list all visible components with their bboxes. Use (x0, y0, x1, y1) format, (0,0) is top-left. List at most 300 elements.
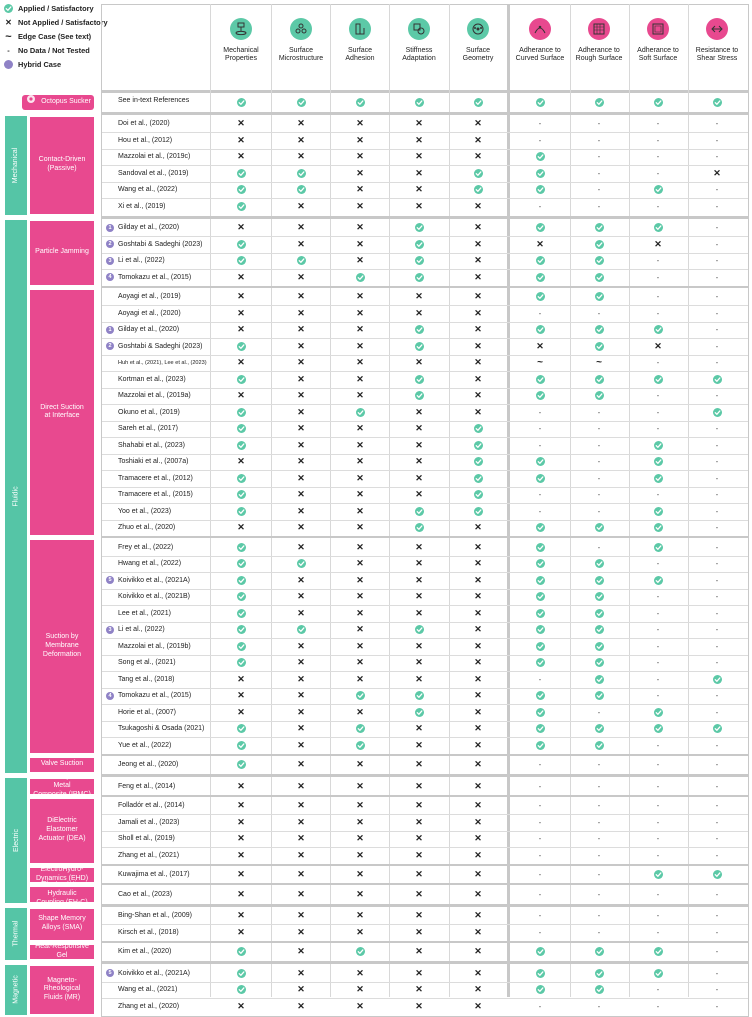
subcategory-valve-suction (30, 758, 94, 773)
cross-icon: ✕ (356, 574, 364, 585)
reference-text: Tomokazu et al., (2015) (118, 273, 192, 281)
cross-icon: ✕ (356, 967, 364, 978)
cross-icon: ✕ (297, 222, 305, 233)
cross-icon: ✕ (474, 200, 482, 211)
dash-icon: - (656, 658, 660, 668)
dash-icon: - (715, 575, 719, 585)
dash-icon: - (715, 424, 719, 434)
cross-icon: ✕ (415, 558, 423, 569)
cross-icon: ✕ (356, 255, 364, 266)
cross-icon: ✕ (297, 946, 305, 957)
octopus-label-text: Octopus Sucker (41, 97, 91, 105)
cross-icon: ✕ (415, 607, 423, 618)
cross-icon: ✕ (474, 591, 482, 602)
dash-icon: - (656, 358, 660, 368)
cross-icon: ✕ (474, 118, 482, 129)
cross-icon: ✕ (237, 324, 245, 335)
hybrid-badge: 4 (106, 692, 114, 700)
cross-icon: ✕ (297, 291, 305, 302)
cross-icon: ✕ (415, 574, 423, 585)
cross-icon: ✕ (415, 591, 423, 602)
legend-label: Not Applied / Satisfactory (18, 18, 108, 27)
cross-icon: ✕ (297, 888, 305, 899)
cross-icon: ✕ (356, 151, 364, 162)
dash-icon: - (538, 506, 542, 516)
reference-text: Koivikko et al., (2021A) (118, 576, 190, 584)
dash-icon: - (715, 707, 719, 717)
cross-icon: ✕ (474, 558, 482, 569)
subcategory-label: Magneto- Rheological Fluids (MR) (43, 976, 81, 1002)
cross-icon: ✕ (474, 324, 482, 335)
dash-icon: - (656, 760, 660, 770)
cross-icon: ✕ (415, 151, 423, 162)
dash-icon: - (538, 490, 542, 500)
surface-geometry-icon (467, 18, 489, 40)
subcategory-electrohydro- (30, 868, 94, 883)
dash-icon: - (715, 625, 719, 635)
hybrid-badge: 1 (106, 224, 114, 232)
subcategory-label: DiElectric Elastomer Actuator (DEA) (38, 817, 86, 842)
dash-icon: - (715, 341, 719, 351)
cross-icon: ✕ (297, 423, 305, 434)
cross-icon: ✕ (237, 456, 245, 467)
hybrid-badge: 2 (106, 342, 114, 350)
cross-icon: ✕ (474, 373, 482, 384)
cross-icon: ✕ (356, 780, 364, 791)
dash-icon: - (656, 817, 660, 827)
column-header-label: Surface Adhesion (345, 47, 375, 63)
dash-icon: - (715, 391, 719, 401)
cross-icon: ✕ (536, 238, 544, 249)
cross-icon: ✕ (297, 739, 305, 750)
dash-icon: - (656, 256, 660, 266)
cross-icon: ✕ (356, 833, 364, 844)
cross-icon: ✕ (415, 833, 423, 844)
cross-icon: ✕ (237, 869, 245, 880)
subcategory-ionic-polymer-metal (30, 773, 94, 798)
cross-icon: ✕ (474, 291, 482, 302)
cross-icon: ✕ (297, 849, 305, 860)
cross-icon: ✕ (474, 967, 482, 978)
dash-icon: - (656, 292, 660, 302)
cross-icon: ✕ (474, 946, 482, 957)
cross-icon: ✕ (237, 118, 245, 129)
cross-icon: ✕ (415, 357, 423, 368)
dash-icon: - (538, 889, 542, 899)
dash-icon: - (656, 308, 660, 318)
dash-icon: - (715, 947, 719, 957)
dash-icon: - (715, 272, 719, 282)
cross-icon: ✕ (356, 984, 364, 995)
cross-icon: ✕ (237, 800, 245, 811)
dash-icon: - (715, 927, 719, 937)
cross-icon: ✕ (297, 640, 305, 651)
dash-icon: - (715, 781, 719, 791)
cross-icon: ✕ (415, 869, 423, 880)
stiffness-adaptation-icon (408, 18, 430, 40)
dash-icon: - (656, 641, 660, 651)
cross-icon: ✕ (356, 222, 364, 233)
cross-icon: ✕ (237, 390, 245, 401)
category-magnetic (5, 965, 27, 1015)
reference-text: Tsukagoshi & Osada (2021) (118, 725, 205, 733)
dash-icon: - (715, 523, 719, 533)
dash-icon: - (597, 850, 601, 860)
cross-icon: ✕ (415, 291, 423, 302)
cross-icon: ✕ (536, 340, 544, 351)
cross-icon: ✕ (356, 134, 364, 145)
cross-icon: ✕ (415, 946, 423, 957)
cross-icon: ✕ (297, 489, 305, 500)
check-icon (4, 4, 13, 13)
cross-icon: ✕ (356, 607, 364, 618)
column-header-label: Resistance to Shear Stress (695, 47, 739, 63)
curved-surface-icon (529, 18, 551, 40)
reference-text: Toshiaki et al., (2007a) (118, 458, 189, 466)
reference-text: Zhuo et al., (2020) (118, 524, 176, 532)
cross-icon: ✕ (356, 423, 364, 434)
dash-icon: - (715, 325, 719, 335)
cross-icon: ✕ (5, 18, 12, 27)
dash-icon: - (715, 608, 719, 618)
reference-text: Gilday et al., (2020) (118, 326, 180, 334)
cross-icon: ✕ (474, 849, 482, 860)
reference-text: Sandoval et al., (2019) (118, 169, 189, 177)
dash-icon: - (715, 473, 719, 483)
subcategory-magneto- (30, 966, 94, 1014)
reference-text: Jamali et al., (2023) (118, 818, 180, 826)
dash-icon: - (656, 674, 660, 684)
subcategory-label: Heat-Responsive Gel (35, 943, 89, 959)
cross-icon: ✕ (415, 723, 423, 734)
subcategory-shape-memory (30, 909, 94, 940)
dash-icon: - (538, 781, 542, 791)
cross-icon: ✕ (415, 673, 423, 684)
reference-text: Wang et al., (2022) (118, 186, 178, 194)
cross-icon: ✕ (415, 780, 423, 791)
reference-text: Li et al., (2022) (118, 257, 165, 265)
cross-icon: ✕ (474, 406, 482, 417)
cross-icon: ✕ (356, 489, 364, 500)
dash-icon: - (656, 592, 660, 602)
dash-icon: - (597, 135, 601, 145)
reference-text: Tramacere et al., (2015) (118, 491, 193, 499)
reference-text: Sareh et al., (2017) (118, 425, 178, 433)
cross-icon: ✕ (356, 910, 364, 921)
column-header-label: Adherance to Rough Surface (575, 47, 623, 63)
cross-icon: ✕ (474, 574, 482, 585)
dash-icon: - (597, 424, 601, 434)
cross-icon: ✕ (297, 816, 305, 827)
dash-icon: - (656, 1001, 660, 1011)
hybrid-badge: 4 (106, 273, 114, 281)
dash-icon: - (656, 135, 660, 145)
cross-icon: ✕ (356, 167, 364, 178)
mechanical-properties-icon (230, 18, 252, 40)
cross-icon: ✕ (713, 167, 721, 178)
dash-icon: - (715, 119, 719, 129)
dash-icon: - (656, 850, 660, 860)
reference-text: Yue et al., (2022) (118, 741, 172, 749)
cross-icon: ✕ (356, 673, 364, 684)
reference-text: See in-text References (118, 97, 190, 105)
category-mechanical (5, 116, 27, 215)
soft-surface-icon (647, 18, 669, 40)
dash-icon: - (538, 850, 542, 860)
dash-icon: - (715, 358, 719, 368)
cross-icon: ✕ (474, 739, 482, 750)
cross-icon: ✕ (297, 869, 305, 880)
reference-text: Song et al., (2021) (118, 659, 176, 667)
cross-icon: ✕ (415, 1000, 423, 1011)
reference-text: Jeong et al., (2020) (118, 761, 179, 769)
cross-icon: ✕ (297, 373, 305, 384)
cross-icon: ✕ (474, 390, 482, 401)
cross-icon: ✕ (474, 624, 482, 635)
dash-icon: - (538, 119, 542, 129)
cross-icon: ✕ (474, 522, 482, 533)
dash-icon: - (656, 889, 660, 899)
cross-icon: ✕ (297, 324, 305, 335)
dash-icon: - (597, 927, 601, 937)
dash-icon: - (597, 870, 601, 880)
cross-icon: ✕ (474, 271, 482, 282)
reference-text: Sholl et al., (2019) (118, 835, 175, 843)
cross-icon: ✕ (415, 406, 423, 417)
cross-icon: ✕ (237, 291, 245, 302)
cross-icon: ✕ (356, 200, 364, 211)
reference-text: Okuno et al., (2019) (118, 408, 180, 416)
reference-text: Xi et al., (2019) (118, 202, 166, 210)
dash-icon: - (715, 760, 719, 770)
dash-icon: - (656, 201, 660, 211)
cross-icon: ✕ (474, 307, 482, 318)
column-header-4 (391, 18, 447, 64)
reference-text: Folladór et al., (2014) (118, 802, 185, 810)
dash-icon: - (597, 817, 601, 827)
dash-icon: - (715, 506, 719, 516)
legend-item-tilde (4, 32, 91, 41)
cross-icon: ✕ (356, 118, 364, 129)
cross-icon: ✕ (297, 238, 305, 249)
column-header-1 (213, 18, 269, 64)
reference-text: Koivikko et al., (2021B) (118, 593, 190, 601)
reference-text: Hwang et al., (2022) (118, 560, 182, 568)
dash-icon: - (715, 817, 719, 827)
cross-icon: ✕ (474, 869, 482, 880)
dash-icon: - (538, 927, 542, 937)
cross-icon: ✕ (237, 926, 245, 937)
column-header-label: Mechanical Properties (223, 47, 259, 63)
dash-icon: - (538, 760, 542, 770)
reference-text: Aoyagi et al., (2020) (118, 309, 181, 317)
cross-icon: ✕ (297, 340, 305, 351)
dash-icon: - (656, 559, 660, 569)
cross-icon: ✕ (297, 522, 305, 533)
subcategory-dielectric (30, 799, 94, 863)
cross-icon: ✕ (415, 472, 423, 483)
column-header-3 (332, 18, 388, 64)
reference-text: Frey et al., (2022) (118, 543, 174, 551)
dash-icon: - (597, 801, 601, 811)
category-label: Mechanical (12, 147, 20, 183)
dash-icon: - (656, 168, 660, 178)
hybrid-badge: 3 (106, 626, 114, 634)
column-header-5 (450, 18, 506, 64)
cross-icon: ✕ (237, 522, 245, 533)
legend-item-dash (4, 46, 90, 55)
dash-icon: - (656, 801, 660, 811)
cross-icon: ✕ (415, 118, 423, 129)
cross-icon: ✕ (356, 522, 364, 533)
reference-text: Kirsch et al., (2018) (118, 928, 179, 936)
dash-icon: - (538, 201, 542, 211)
cross-icon: ✕ (356, 439, 364, 450)
rough-surface-icon (588, 18, 610, 40)
cross-icon: ✕ (474, 759, 482, 770)
cross-icon: ✕ (356, 184, 364, 195)
dash-icon: - (715, 152, 719, 162)
legend-label: No Data / Not Tested (18, 46, 90, 55)
column-header-label: Surface Microstructure (278, 47, 324, 63)
cross-icon: ✕ (297, 926, 305, 937)
category-electric (5, 778, 27, 903)
cross-icon: ✕ (237, 690, 245, 701)
legend-label: Edge Case (See text) (18, 32, 92, 41)
subcategory-direct-suction (30, 290, 94, 536)
hybrid-icon (4, 60, 13, 69)
subcategory-label: Particle Jamming (35, 248, 89, 256)
cross-icon: ✕ (474, 816, 482, 827)
reference-text: Cao et al., (2023) (118, 890, 173, 898)
category-label: Thermal (12, 920, 20, 947)
cross-icon: ✕ (297, 657, 305, 668)
reference-text: Goshtabi & Sadeghi (2023) (118, 240, 203, 248)
cross-icon: ✕ (474, 888, 482, 899)
cross-icon: ✕ (474, 255, 482, 266)
dash-icon: - (656, 424, 660, 434)
dash-icon: - (656, 391, 660, 401)
cross-icon: ✕ (356, 238, 364, 249)
dash-icon: - (715, 490, 719, 500)
cross-icon: ✕ (297, 690, 305, 701)
cross-icon: ✕ (415, 849, 423, 860)
cross-icon: ✕ (237, 271, 245, 282)
cross-icon: ✕ (237, 833, 245, 844)
subcategory-suction-by (30, 540, 94, 753)
cross-icon: ✕ (356, 926, 364, 937)
cross-icon: ✕ (474, 134, 482, 145)
hybrid-badge: 3 (106, 257, 114, 265)
dash-icon: - (715, 889, 719, 899)
tilde-icon: ~ (596, 357, 602, 369)
cross-icon: ✕ (356, 800, 364, 811)
dash-icon: - (656, 985, 660, 995)
cross-icon: ✕ (474, 340, 482, 351)
cross-icon: ✕ (474, 833, 482, 844)
cross-icon: ✕ (237, 816, 245, 827)
cross-icon: ✕ (415, 967, 423, 978)
category-label: Electric (12, 828, 20, 852)
cross-icon: ✕ (356, 888, 364, 899)
cross-icon: ✕ (356, 340, 364, 351)
cross-icon: ✕ (356, 624, 364, 635)
column-header-label: Adherance to Curved Surface (515, 47, 565, 63)
dash-icon: - (715, 691, 719, 701)
cross-icon: ✕ (474, 926, 482, 937)
surface-microstructure-icon (290, 18, 312, 40)
cross-icon: ✕ (415, 910, 423, 921)
dash-icon: - (538, 135, 542, 145)
cross-icon: ✕ (297, 591, 305, 602)
dash-icon: - (715, 740, 719, 750)
dash-icon: - (656, 834, 660, 844)
column-header-2 (273, 18, 329, 64)
cross-icon: ✕ (415, 800, 423, 811)
cross-icon: ✕ (297, 800, 305, 811)
reference-text: Gilday et al., (2020) (118, 224, 180, 232)
dash-icon: - (715, 292, 719, 302)
dash-icon: - (656, 152, 660, 162)
cross-icon: ✕ (356, 307, 364, 318)
octopus-sucker-label (22, 95, 94, 110)
dash-icon: - (538, 834, 542, 844)
cross-icon: ✕ (474, 607, 482, 618)
dash-icon: - (656, 781, 660, 791)
dash-icon: - (656, 927, 660, 937)
column-header-label: Stiffness Adaptation (402, 47, 436, 63)
subcategory-label: ElectroHydro- Dynamics (EHD) (35, 866, 89, 882)
reference-text: Hou et al., (2012) (118, 136, 173, 144)
cross-icon: ✕ (474, 1000, 482, 1011)
cross-icon: ✕ (474, 151, 482, 162)
dash-icon: - (597, 889, 601, 899)
subcategory-label: Direct Suction at Interface (40, 403, 84, 420)
cross-icon: ✕ (297, 151, 305, 162)
cross-icon: ✕ (356, 849, 364, 860)
dash-icon: - (715, 801, 719, 811)
cross-icon: ✕ (415, 307, 423, 318)
cross-icon: ✕ (356, 816, 364, 827)
dash-icon: - (597, 911, 601, 921)
cross-icon: ✕ (297, 307, 305, 318)
cross-icon: ✕ (415, 439, 423, 450)
dash-icon: - (715, 440, 719, 450)
cross-icon: ✕ (297, 357, 305, 368)
dash-icon: - (538, 308, 542, 318)
subcategory-heat-responsive-gel (30, 945, 94, 960)
cross-icon: ✕ (474, 673, 482, 684)
dash-icon: - (597, 119, 601, 129)
dash-icon: - (597, 781, 601, 791)
cross-icon: ✕ (297, 574, 305, 585)
dash-icon: - (715, 559, 719, 569)
cross-icon: ✕ (237, 222, 245, 233)
cross-icon: ✕ (356, 291, 364, 302)
tilde-icon: ~ (537, 357, 543, 369)
tilde-icon: ~ (5, 30, 12, 43)
cross-icon: ✕ (356, 591, 364, 602)
subcategory-label: Contact-Driven (Passive) (38, 156, 86, 172)
cross-icon: ✕ (297, 200, 305, 211)
cross-icon: ✕ (297, 118, 305, 129)
cross-icon: ✕ (237, 888, 245, 899)
hybrid-badge: 2 (106, 240, 114, 248)
reference-text: Mazzolai et al., (2019b) (118, 642, 191, 650)
body-frame (101, 93, 749, 1017)
cross-icon: ✕ (474, 690, 482, 701)
reference-text: Feng et al., (2014) (118, 782, 176, 790)
